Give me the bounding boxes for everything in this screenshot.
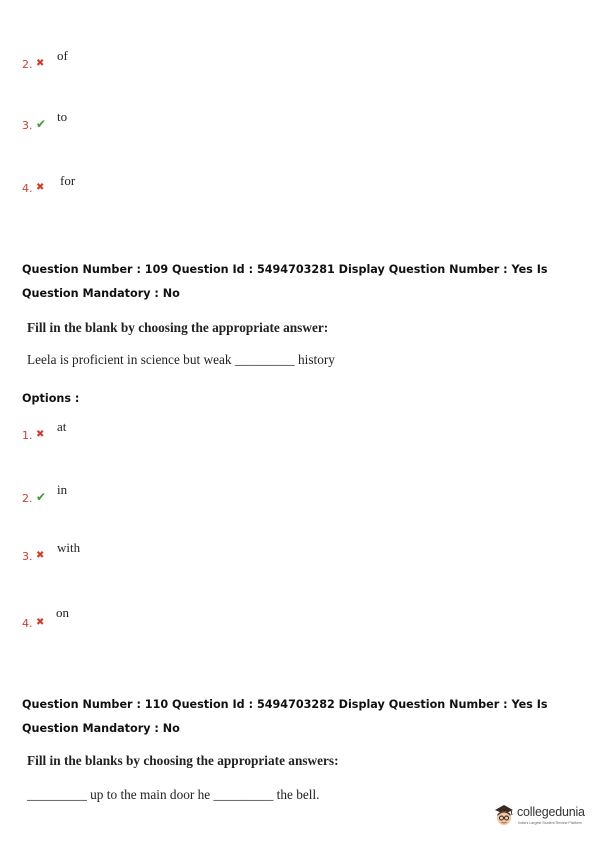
check-icon: ✔ [36,117,47,131]
logo-brand: collegedunia [517,805,585,819]
option-number: 2. [22,492,33,505]
option-text: in [57,482,68,497]
logo-tagline: India's Largest Student Review Platform [518,821,582,825]
check-icon: ✔ [36,490,47,504]
option-text: with [57,540,81,555]
mascot-icon [493,803,515,827]
option-text: to [57,109,68,124]
cross-icon: ✖ [36,182,45,193]
option-number: 3. [22,550,33,563]
option-text: on [56,605,69,620]
option-number: 4. [22,617,33,630]
collegedunia-logo [493,801,588,833]
option-number: 1. [22,429,33,442]
option-number: 3. [22,119,33,132]
cross-icon: ✖ [36,617,45,628]
cross-icon: ✖ [36,550,45,561]
options-label: Options : [22,392,80,405]
option-text: for [60,173,76,188]
option-text: of [57,48,68,63]
question-instruction: Fill in the blank by choosing the appropriate answer: [27,320,329,335]
cross-icon: ✖ [36,429,45,440]
option-text: at [57,419,67,434]
question-header: Question Number : 110 Question Id : 5494703282 Display Question Number : Yes Is Question Mandatory : No [22,698,548,735]
question-text: _________ up to the main door he _________ the bell. [27,787,320,802]
question-text: Leela is proficient in science but weak _________ history [27,352,335,367]
option-number: 2. [22,58,33,71]
question-header: Question Number : 109 Question Id : 5494703281 Display Question Number : Yes Is Question Mandatory : No [22,263,548,300]
question-instruction: Fill in the blanks by choosing the appropriate answers: [27,753,339,768]
option-number: 4. [22,182,33,195]
cross-icon: ✖ [36,58,45,69]
